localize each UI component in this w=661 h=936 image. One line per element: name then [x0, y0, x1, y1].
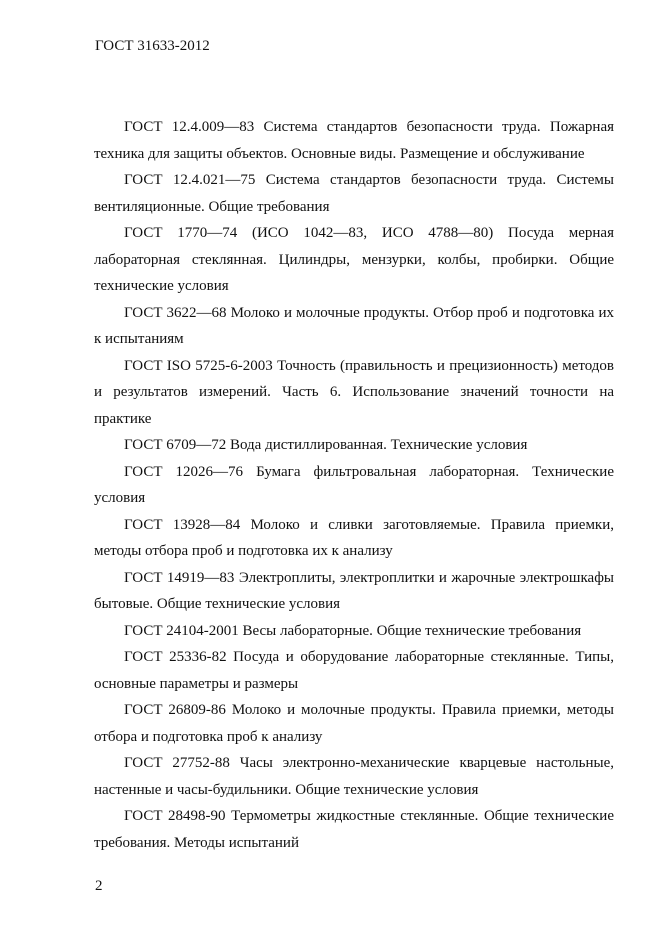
reference-item: ГОСТ 12.4.009—83 Система стандартов безопасности труда. Пожарная техника для защиты объектов. Основные виды. Размещение и обслуживание [94, 119, 614, 162]
reference-item: ГОСТ 6709—72 Вода дистиллированная. Технические условия [124, 437, 528, 453]
reference-item: ГОСТ 3622—68 Молоко и молочные продукты. Отбор проб и подготовка их к испытаниям [94, 304, 614, 347]
reference-item: ГОСТ 12026—76 Бумага фильтровальная лабораторная. Технические условия [94, 463, 614, 506]
reference-item: ГОСТ 1770—74 (ИСО 1042—83, ИСО 4788—80) Посуда мерная лабораторная стеклянная. Цилиндры, мензурки, колбы, пробирки. Общие технические условия [94, 225, 614, 294]
reference-item: ГОСТ 25336-82 Посуда и оборудование лабораторные стеклянные. Типы, основные параметры и размеры [94, 649, 614, 692]
reference-item: ГОСТ 27752-88 Часы электронно-механические кварцевые настольные, настенные и часы-будильники. Общие технические условия [94, 755, 614, 798]
document-code-header: ГОСТ 31633-2012 [95, 38, 210, 54]
reference-item: ГОСТ ISO 5725-6-2003 Точность (правильность и прецизионность) методов и результатов измерений. Часть 6. Использование значений точности на практике [94, 357, 614, 427]
reference-item: ГОСТ 28498-90 Термометры жидкостные стеклянные. Общие технические требования. Методы испытаний [94, 808, 614, 851]
reference-item: ГОСТ 13928—84 Молоко и сливки заготовляемые. Правила приемки, методы отбора проб и подготовка их к анализу [94, 516, 614, 559]
reference-item: ГОСТ 24104-2001 Весы лабораторные. Общие технические требования [124, 622, 582, 639]
reference-item: ГОСТ 26809-86 Молоко и молочные продукты. Правила приемки, методы отбора и подготовка проб к анализу [94, 702, 614, 745]
reference-item: ГОСТ 14919—83 Электроплиты, электроплитки и жарочные электрошкафы бытовые. Общие технические условия [94, 569, 614, 612]
normative-references-list [94, 114, 614, 856]
page-number: 2 [95, 878, 103, 894]
reference-item: ГОСТ 12.4.021—75 Система стандартов безопасности труда. Системы вентиляционные. Общие требования [94, 172, 614, 215]
